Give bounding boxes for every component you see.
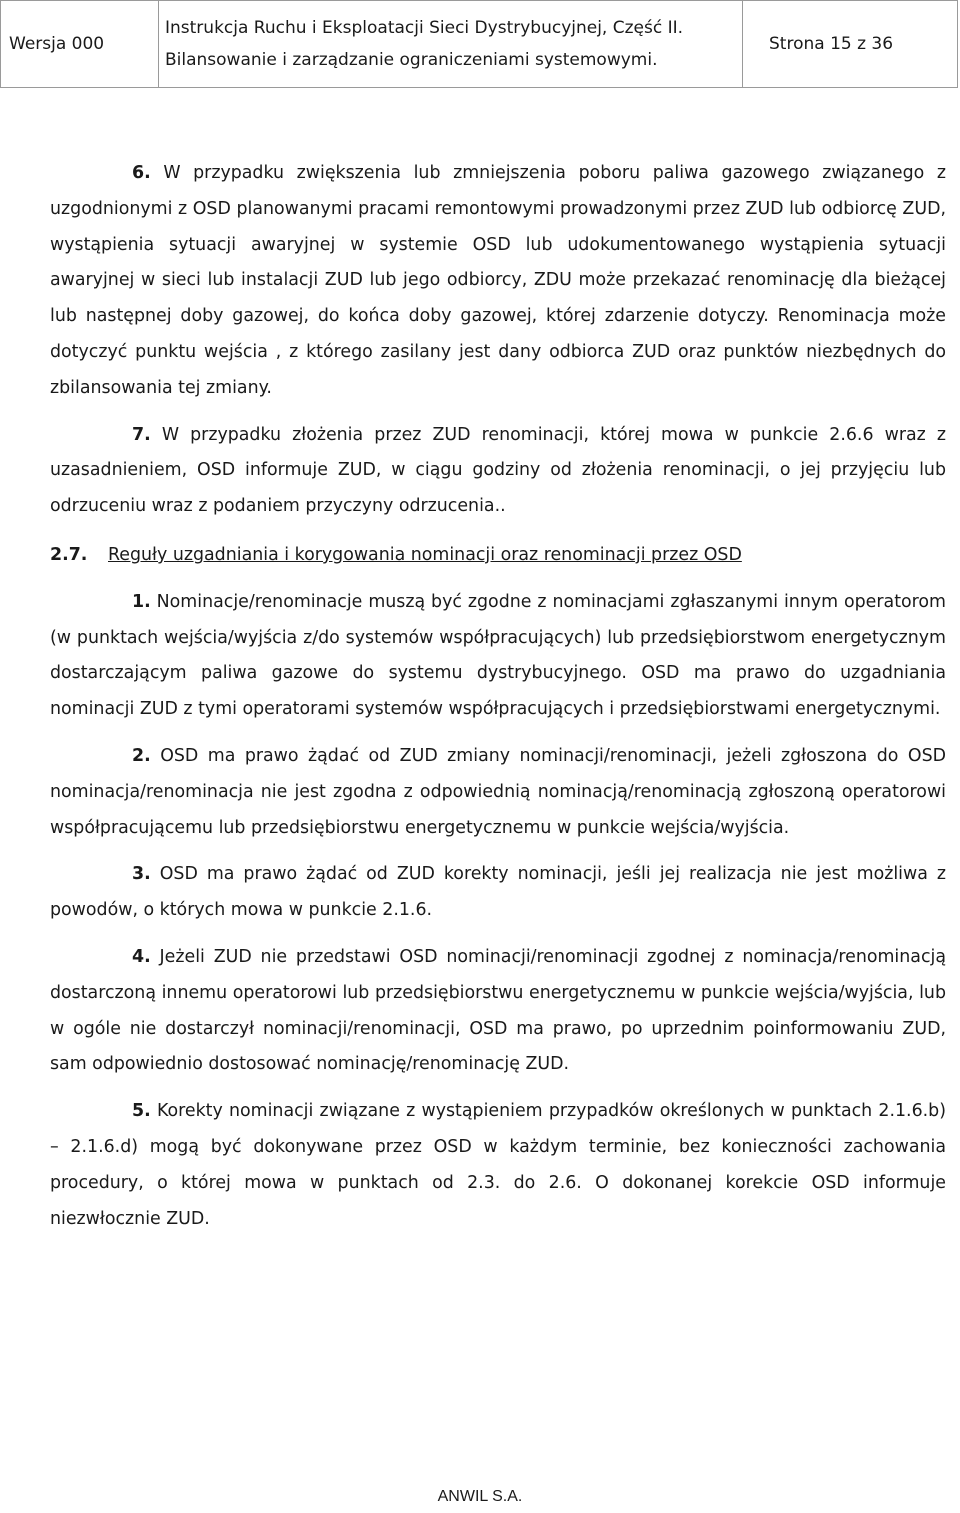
page-number: Strona 15 z 36 bbox=[769, 34, 894, 54]
item-2 bbox=[50, 739, 946, 846]
section-number: 2.7. bbox=[50, 544, 88, 565]
item-1 bbox=[50, 585, 946, 728]
item-3-number: 3. bbox=[132, 864, 151, 885]
item-4-text: Jeżeli ZUD nie przedstawi OSD nominacji/renominacji zgodnej z nominacja/renominacją dostarczoną innemu operatorowi lub przedsiębiorstwu energetycznemu w punkcie wejścia/wyjścia, lub w ogóle nie dostarczył nominacji/renominacji, OSD ma prawo, po uprzednim poinformowaniu ZUD, sam odpowiednio dostosować nominację/renominację ZUD. bbox=[50, 946, 946, 1075]
paragraph-7 bbox=[50, 418, 946, 525]
paragraph-6 bbox=[50, 156, 946, 407]
paragraph-7-text: W przypadku złożenia przez ZUD renominacji, której mowa w punkcie 2.6.6 wraz z uzasadnieniem, OSD informuje ZUD, w ciągu godziny od złożenia renominacji, o jej przyjęciu lub odrzuceniu wraz z podaniem przyczyny odrzucenia.. bbox=[50, 424, 946, 517]
item-3-text: OSD ma prawo żądać od ZUD korekty nominacji, jeśli jej realizacja nie jest możliwa z powodów, o których mowa w punkcie 2.1.6. bbox=[50, 864, 946, 921]
item-4 bbox=[50, 940, 946, 1083]
section-title: Reguły uzgadniania i korygowania nominacji oraz renominacji przez OSD bbox=[108, 544, 742, 565]
paragraph-7-number: 7. bbox=[132, 424, 151, 445]
item-1-number: 1. bbox=[132, 591, 151, 612]
item-5-number: 5. bbox=[132, 1101, 151, 1122]
item-2-text: OSD ma prawo żądać od ZUD zmiany nominacji/renominacji, jeżeli zgłoszona do OSD nominacja/renominacja nie jest zgodna z odpowiednią nominacją/renominacją zgłoszoną operatorowi współpracującemu lub przedsiębiorstwu energetycznemu w punkcie wejścia/wyjścia. bbox=[50, 745, 946, 838]
item-5-text: Korekty nominacji związane z wystąpieniem przypadków określonych w punktach 2.1.6.b) – 2.1.6.d) mogą być dokonywane przez OSD w każdym terminie, bez konieczności zachowania procedury, o której mowa w punktach od 2.3. do 2.6. O dokonanej korekcie OSD informuje niezwłocznie ZUD. bbox=[50, 1101, 947, 1229]
item-2-number: 2. bbox=[132, 745, 151, 766]
item-4-number: 4. bbox=[132, 946, 151, 967]
document-body bbox=[50, 156, 946, 1237]
paragraph-6-number: 6. bbox=[132, 163, 151, 183]
paragraph-6-text: W przypadku zwiększenia lub zmniejszenia poboru paliwa gazowego związanego z uzgodnionymi z OSD planowanymi pracami remontowymi prowadzonymi przez ZUD lub odbiorcę ZUD, wystąpienia sytuacji awaryjnej w systemie OSD lub udokumentowanego wystąpienia sytuacji awaryjnej w sieci lub instalacji ZUD lub jego odbiorcy, ZDU może przekazać renominację dla bieżącej lub następnej doby gazowej, do końca doby gazowej, której zdarzenie dotyczy. Renominacja może dotyczyć punktu wejścia , z którego zasilany jest dany odbiorca ZUD oraz punktów niezbędnych do zbilansowania tej zmiany. bbox=[50, 163, 946, 398]
section-heading bbox=[50, 536, 946, 574]
page-header bbox=[0, 0, 958, 88]
item-1-text: Nominacje/renominacje muszą być zgodne z nominacjami zgłaszanymi innym operatorom (w punktach wejścia/wyjścia z/do systemów współpracujących) lub przedsiębiorstwom energetycznym dostarczającym paliwa gazowe do systemu dystrybucyjnego. OSD ma prawo do uzgadniania nominacji ZUD z tymi operatorami systemów współpracujących i przedsiębiorstwami energetycznymi. bbox=[50, 591, 946, 720]
item-3 bbox=[50, 857, 946, 929]
item-5 bbox=[50, 1094, 946, 1237]
document-title-line1: Instrukcja Ruchu i Eksploatacji Sieci Dystrybucyjnej, Część II. bbox=[165, 18, 684, 38]
document-title-line2: Bilansowanie i zarządzanie ograniczeniami systemowymi. bbox=[165, 50, 658, 70]
page-footer: ANWIL S.A. bbox=[437, 1488, 523, 1505]
document-title bbox=[159, 1, 743, 87]
document-version: Wersja 000 bbox=[1, 1, 159, 87]
